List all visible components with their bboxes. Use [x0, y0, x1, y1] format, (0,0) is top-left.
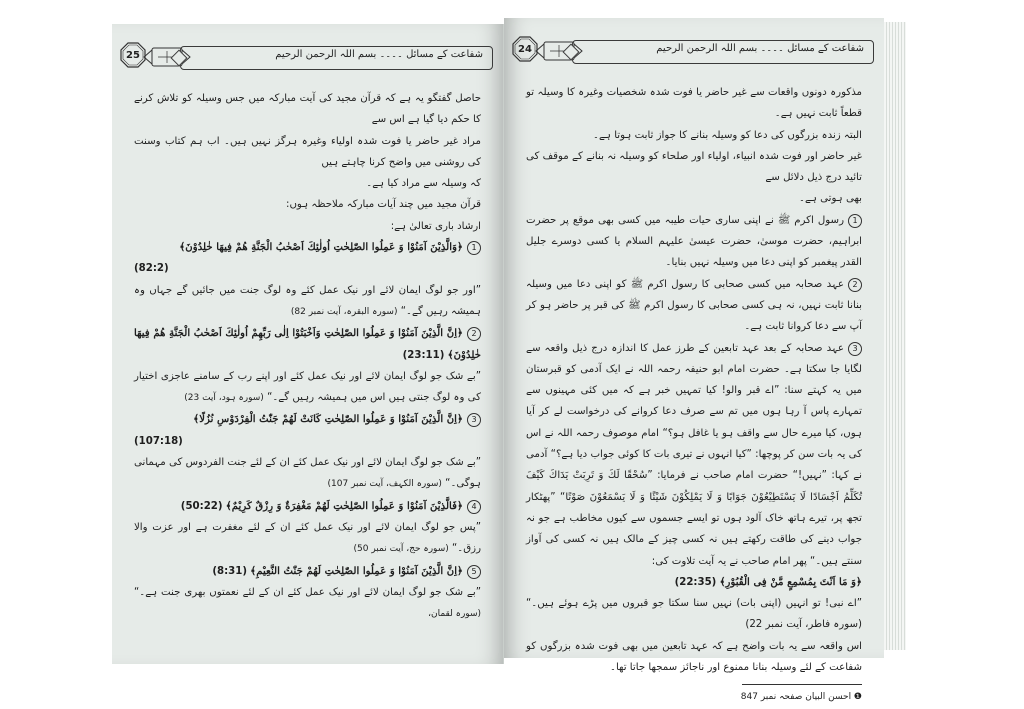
arabic-verse: ﴿اِنَّ الَّذِيْنَ آمَنُوْا وَ عَمِلُوا الصّٰلِحٰتِ وَاَخْبَتُوْا اِلٰى رَبِّهِمْ اُولٰئِكَ اَصْحٰبُ الْجَنَّةِ هُمْ فِيهَا خٰلِدُوْنَ﴾	[134, 327, 481, 361]
verse-source: (سورہ حج، آیت نمبر 50)	[353, 544, 449, 555]
verse-source: (سورہ البقرہ، آیت نمبر 82)	[290, 306, 398, 317]
verse-reference: (50:22)	[180, 500, 223, 512]
paragraph-line: کہ وسیلہ سے مراد کیا ہے۔	[366, 178, 481, 190]
item-number: 3	[848, 342, 862, 356]
verse-item	[134, 409, 481, 430]
item-number: 2	[848, 278, 862, 292]
right-header-title: شفاعت کے مسائل ۔۔۔۔ بسم اللہ الرحمن الرحیم	[656, 43, 864, 54]
verse-item	[134, 237, 481, 258]
right-page-body	[526, 82, 862, 703]
verse-source: (سورہ الکہف، آیت نمبر 107)	[327, 479, 442, 490]
footnote-divider	[742, 684, 862, 685]
paragraph-line: البتہ زندہ بزرگوں کی دعا کو وسیلہ بنانے کا جواز ثابت ہوتا ہے۔	[593, 129, 862, 141]
verse-translation: ”بے شک جو لوگ ایمان لائے اور نیک عمل کئے ان کے لئے نعمتوں بھری جنت ہے۔“ (سورہ لقمان،	[134, 586, 481, 620]
item-number: 1	[848, 214, 862, 228]
verse-item	[134, 496, 481, 517]
verse-translation: ”بے شک جو لوگ ایمان لائے اور نیک عمل کئے اور اپنے رب کے سامنے عاجزی اختیار کی وہ لوگ جنتی ہیں اس میں ہمیشہ رہیں گے۔“ (سورہ ہود، آیت 23)	[134, 370, 481, 404]
item-number: 1	[467, 241, 481, 255]
arabic-verse: ﴿فَالَّذِيْنَ آمَنُوْا وَ عَمِلُوا الصّٰلِحٰتِ لَهُمْ مَغْفِرَةٌ وَ رِزْقٌ كَرِيْمٌ﴾	[225, 499, 463, 512]
right-page-number: 24	[518, 43, 532, 55]
paragraph-line: بھی ہوتی ہے۔	[799, 193, 862, 205]
paragraph-line: قرآن مجید میں چند آیات مبارکہ ملاحظہ ہوں:	[286, 199, 481, 211]
left-header-title: شفاعت کے مسائل ۔۔۔۔ بسم اللہ الرحمن الرحیم	[275, 49, 483, 60]
footnote: ❶ احسن البیان صفحہ نمبر 847	[740, 692, 862, 703]
right-page-header	[512, 34, 874, 68]
verse-source: (سورہ ہود، آیت 23)	[184, 393, 264, 404]
closing-paragraph: اس واقعہ سے یہ بات واضح ہے کہ عہد تابعین میں بھی فوت شدہ بزرگوں کو شفاعت کے لئے وسیلہ بنانا ممنوع اور ناجائز سمجھا جاتا تھا۔	[526, 640, 862, 674]
item-number: 3	[467, 413, 481, 427]
evidence-point: 1رسول اکرم ﷺ نے اپنی ساری حیات طیبہ میں کسی بھی موقع پر حضرت ابراہیم، حضرت موسیٰ، حضرت عیسیٰ علیہم السلام یا کسی دوسرے جلیل القدر پیغمبر کو اپنی دعا میں وسیلہ نہیں بنایا۔	[526, 214, 862, 269]
open-book	[100, 18, 915, 703]
verse-reference: (107:18)	[134, 435, 183, 447]
verse-translation: ”پس جو لوگ ایمان لائے اور نیک عمل کئے ان کے لئے مغفرت ہے اور عزت والا رزق۔“ (سورہ حج، آیت نمبر 50)	[134, 521, 481, 555]
evidence-point: 2عہد صحابہ میں کسی صحابی کا رسول اکرم ﷺ کو اپنی دعا میں وسیلہ بنانا ثابت نہیں، نہ ہی کسی صحابی کا رسول اکرم ﷺ کی قبر پر حاضر ہو کر آپ سے دعا کروانا ثابت ہے۔	[526, 278, 862, 333]
verse-reference: (82:2)	[134, 263, 169, 275]
paragraph-line: غیر حاضر اور فوت شدہ انبیاء، اولیاء اور صلحاء کو وسیلہ نہ بنانے کے موقف کی تائید درج ذیل دلائل سے	[526, 150, 862, 184]
verse-reference: (8:31)	[212, 565, 247, 577]
left-page-header	[120, 40, 493, 74]
arabic-verse: ﴿وَ مَا اَنْتَ بِمُسْمِعٍ مَّنْ فِى الْقُبُوْرِ﴾	[719, 575, 862, 588]
verse-translation: ”اے نبی! تو انہیں (اپنی بات) نہیں سنا سکتا جو قبروں میں پڑے ہوئے ہیں۔“ (سورہ فاطر، آیت نمبر 22)	[526, 598, 862, 631]
evidence-point: 3عہد صحابہ کے بعد عہد تابعین کے طرز عمل کا اندازہ درج ذیل واقعہ سے لگایا جا سکتا ہے۔ حضرت امام ابو حنیفہ رحمہ اللہ نے ایک آدمی کو قبرستان میں یہ کہتے سنا: ”اے قبر والو! کیا تمہیں خبر ہے کہ میں کئی مہینوں سے تمہارے پاس آ رہا ہوں میں تم سے صرف دعا کروانے کی درخواست لے کر آیا ہوں، کیا میرے حال سے واقف ہو یا غافل ہو؟“ امام موصوف رحمہ اللہ نے اس کی یہ بات سن کر پوچھا: ”کیا انہوں نے تیری بات کا کوئی جواب دیا ہے؟“ آدمی نے کہا: ”نہیں!“ حضرت امام صاحب نے فرمایا: ”سُحْقًا لَكَ وَ تَرِبَتْ يَدَاكَ كَيْفَ تُكَلِّمُ اَجْسَادًا لَا يَسْتَطِيْعُوْنَ جَوَابًا وَ لَا يَمْلِكُوْنَ شَيْئًا وَ لَا يَسْمَعُوْنَ صَوْتًا“ ”پھٹکار تجھ پر، تیرے ہاتھ خاک آلود ہوں تو ایسے جسموں سے کیوں مخاطب ہے جو نہ جواب دینے کی طاقت رکھتے ہیں نہ کسی چیز کے مالک ہیں نہ کسی کی آواز سنتے ہیں۔“ پھر امام صاحب نے یہ آیت تلاوت کی:	[526, 342, 862, 567]
paragraph-line: ارشاد باری تعالیٰ ہے:	[390, 220, 481, 232]
left-page-body	[134, 88, 481, 650]
verse-item	[134, 323, 481, 366]
item-number: 4	[467, 500, 481, 514]
arabic-verse: ﴿اِنَّ الَّذِيْنَ آمَنُوْا وَ عَمِلُوا الصّٰلِحٰتِ لَهُمْ جَنّٰتُ النَّعِيْمِ﴾	[250, 564, 463, 577]
item-number: 5	[467, 565, 481, 579]
arabic-verse: ﴿اِنَّ الَّذِيْنَ آمَنُوْا وَ عَمِلُوا الصّٰلِحٰتِ كَانَتْ لَهُمْ جَنّٰتُ الْفِرْدَوْسِ نُزُلًا﴾	[193, 413, 463, 426]
verse-reference: (23:11)	[402, 349, 445, 361]
arabic-verse: ﴿وَالَّذِيْنَ آمَنُوْا وَ عَمِلُوا الصّٰلِحٰتِ اُولٰئِكَ اَصْحٰبُ الْجَنَّةِ هُمْ فِيهَا خٰلِدُوْنَ﴾	[179, 241, 463, 254]
item-number: 2	[467, 327, 481, 341]
left-page	[112, 24, 504, 664]
verse-source: (سورہ لقمان،	[428, 609, 481, 620]
verse-item	[134, 561, 481, 582]
quoted-verse	[526, 572, 862, 593]
verse-reference: (22:35)	[674, 576, 717, 588]
verse-translation: ”بے شک جو لوگ ایمان لائے اور نیک عمل کئے ان کے لئے جنت الفردوس کی مہمانی ہوگی۔“ (سورہ الکہف، آیت نمبر 107)	[134, 457, 481, 490]
right-page	[504, 18, 884, 703]
paragraph-line: مذکورہ دونوں واقعات سے غیر حاضر یا فوت شدہ شخصیات وغیرہ کا وسیلہ تو قطعاً ثابت نہیں ہے۔	[526, 87, 862, 120]
paragraph-line: حاصل گفتگو یہ ہے کہ قرآن مجید کی آیت مبارکہ میں جس وسیلہ کو تلاش کرنے کا حکم دیا گیا ہے اس سے	[134, 93, 481, 126]
verse-translation: ”اور جو لوگ ایمان لائے اور نیک عمل کئے وہ لوگ جنت میں جائیں گے جہاں وہ ہمیشہ رہیں گے۔“ (سورہ البقرہ، آیت نمبر 82)	[134, 284, 481, 317]
paragraph-line: مراد غیر حاضر یا فوت شدہ اولیاء وغیرہ ہرگز نہیں ہیں۔ اب ہم کتاب وسنت کی روشنی میں واضح کرنا چاہتے ہیں	[134, 135, 481, 168]
left-page-number: 25	[126, 49, 140, 61]
page-edges	[884, 22, 906, 650]
